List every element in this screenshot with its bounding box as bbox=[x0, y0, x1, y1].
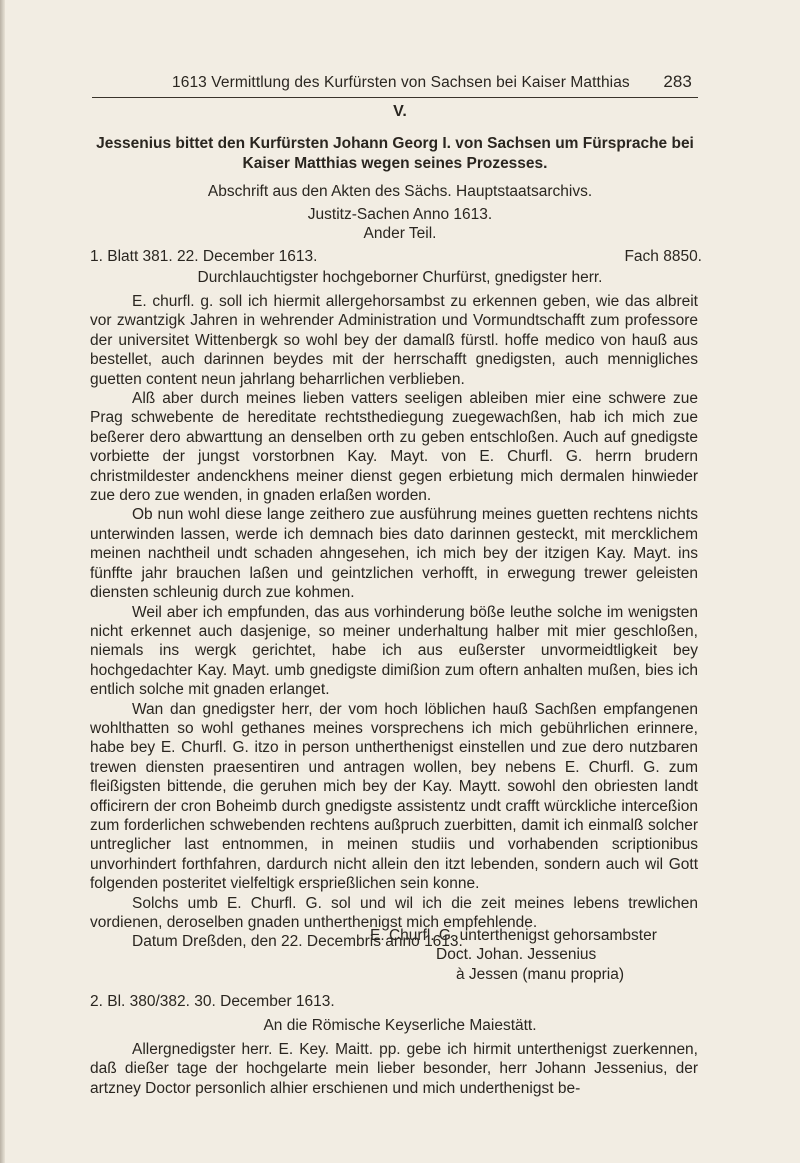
section-title-line-1: Jessenius bittet den Kurfürsten Johann Georg I. von Sachsen um Fürsprache bei bbox=[96, 135, 694, 152]
doc1-reference bbox=[90, 248, 702, 266]
doc2-body bbox=[90, 1040, 698, 1098]
doc1-paragraph: E. churfl. g. soll ich hiermit allergehorsambst zu erkennen geben, wie das albreit vor zwantzigk Jahren in wehrender Administration und Vormundtschafft zum professore der universitet Wittenbergk so wohl bey der damalß fürstl. hoffe medico von hauß aus bestellet, auch darinnen beydes mit der herrschafft gnedigsten, auch mennigliches guetten content neun jahrlang beharrlichen verblieben. bbox=[90, 293, 698, 388]
doc1-paragraph: Weil aber ich empfunden, das aus vorhinderung böße leuthe solche im wenigsten nicht erkennet auch dasjenige, so meiner underhaltung halber mit mier geschloßen, niemals ins wergk gerichtet, habe ich aus eußerster unvormeidtligkeit bey hochgedachter Kay. Mayt. umb gnedigste dimißion zum oftern anhalten mußen, bies ich entlich solche mit gnaden erlanget. bbox=[90, 603, 698, 699]
doc1-paragraph: Ob nun wohl diese lange zeithero zue ausführung meines guetten rechtens nichts unterwinden lassen, werde ich demnach bies dato darinnen gesteckt, mit mercklichem meinen nachtheil undt schaden ahngesehen, ich mich bey der itzigen Kay. Mayt. ins fünffte jahr brauchen laßen und geintzlichen verhofft, in erwegung trewer geleisten diensten schleunig durch zue kohmen. bbox=[90, 506, 698, 602]
source-line-3: Ander Teil. bbox=[363, 225, 437, 242]
doc1-signature bbox=[360, 926, 700, 984]
running-header bbox=[92, 72, 698, 96]
doc1-salutation: Durchlauchtigster hochgeborner Churfürst, gnedigster herr. bbox=[197, 269, 603, 286]
source-line-2: Justitz-Sachen Anno 1613. bbox=[307, 206, 493, 223]
section-title bbox=[92, 134, 698, 174]
doc1-date-line: Datum Dreßden, den 22. Decembris anno 1613. bbox=[132, 933, 463, 951]
signature-line-3: à Jessen (manu propria) bbox=[456, 965, 624, 983]
source-line-1: Abschrift aus den Akten des Sächs. Hauptstaatsarchivs. bbox=[207, 183, 593, 200]
doc1-paragraph: Solchs umb E. Churfl. G. sol und wil ich die zeit meines lebens trewlichen vordienen, deroselben gnaden untherthenigst mich empfehlende. bbox=[90, 894, 698, 931]
doc2-paragraph: Allergnedigster herr. E. Key. Maitt. pp. gebe ich hirmit unterthenigst zuerkennen, daß dießer tage der hochgelarte mein lieber besonder, herr Johann Jessenius, der artzney Doctor personlich alhier erschienen und mich underthenigst be- bbox=[90, 1041, 698, 1097]
doc1-paragraph: Alß aber durch meines lieben vatters seeligen ableiben mier eine schwere zue Prag schwebente de hereditate rechtsthediegung zuegewachßen, hab ich mich zue beßerer dero abwarttung an denselben orth zu geben entschloßen. Auch auf gnedigste vorbiette der jungst vorstorbnen Kay. Mayt. von E. Churfl. G. herrn brudern christmildester andenckhens meiner dienst gegen erbietung mich dermalen hinwieder zue dero zue wenden, in gnaden erlaßen worden. bbox=[90, 390, 698, 505]
doc1-reference-left: 1. Blatt 381. 22. December 1613. bbox=[90, 248, 318, 265]
doc1-body bbox=[90, 292, 698, 952]
header-rule bbox=[92, 97, 698, 98]
running-title: 1613 Vermittlung des Kurfürsten von Sachsen bei Kaiser Matthias bbox=[172, 74, 630, 91]
doc1-reference-right: Fach 8850. bbox=[624, 248, 702, 265]
signature-line-2: Doct. Johan. Jessenius bbox=[436, 946, 597, 964]
signature-line-1: E. Churfl. G. unterthenigst gehorsambster bbox=[370, 927, 657, 944]
doc2-reference bbox=[90, 993, 702, 1011]
page-number: 283 bbox=[663, 72, 692, 91]
section-title-line-2: Kaiser Matthias wegen seines Prozesses. bbox=[242, 155, 548, 172]
doc2-address: An die Römische Keyserliche Maiestätt. bbox=[263, 1017, 537, 1034]
doc2-reference-left: 2. Bl. 380/382. 30. December 1613. bbox=[90, 993, 335, 1010]
page-edge-shadow bbox=[0, 0, 5, 1163]
doc1-paragraph: Wan dan gnedigster herr, der vom hoch löblichen hauß Sachßen empfangenen wohlthatten so wohl gethanes meines vorsprechens ich mich gebührlichen erinnere, habe bey E. Churfl. G. itzo in person untherthenigst einstellen und zue dero nutzbaren trewen diensten praesentiren und antragen wollen, bey nebens E. Churfl. G. zum fleißigsten bittende, die geruhen mich bey der Kay. Maytt. sowohl den obriesten landt officirern der cron Boheimb durch gnedigste assistentz undt crafft würckliche intercеßion zum forderlichen schwebenden rechtens außpruch zuerbitten, damit ich einmalß solcher untreglicher last entnommen, in meinen studiis und vorhabenden scriptionibus unvorhindert forthfahren, dardurch nicht allein den itzt lebenden, sondern auch wil Gott folgenden posteritet vielfeltigk ersprießlichen sein konne. bbox=[90, 700, 698, 893]
section-number: V. bbox=[393, 103, 407, 120]
